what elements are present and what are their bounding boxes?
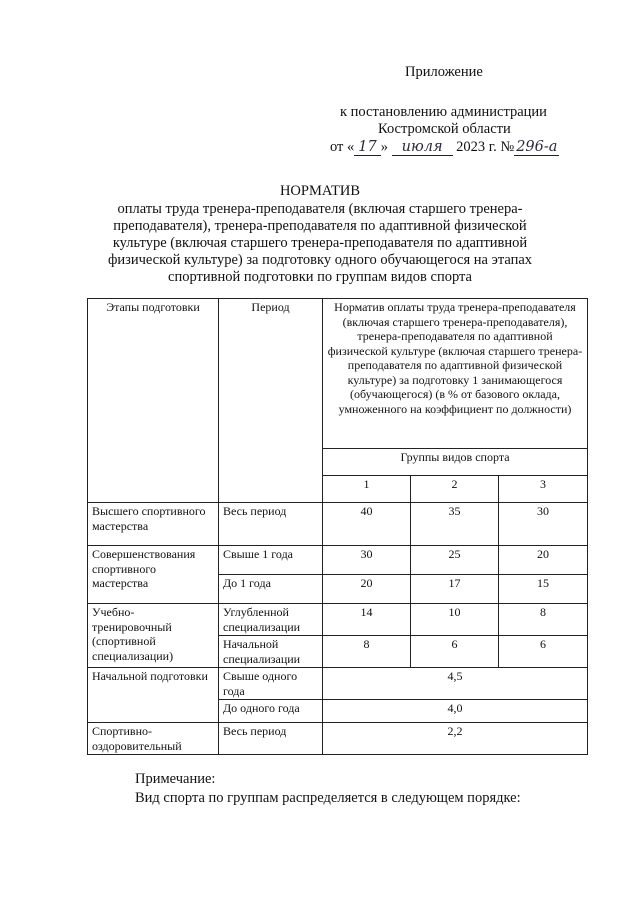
date-month-handwritten: июля bbox=[392, 139, 453, 156]
date-year: 2023 г. № bbox=[456, 139, 515, 155]
header-group-3: 3 bbox=[499, 476, 588, 503]
appendix-label: Приложение bbox=[405, 64, 483, 80]
period-cell: Весь период bbox=[219, 723, 323, 755]
value-cell-merged: 4,5 bbox=[323, 668, 588, 700]
norm-table bbox=[87, 298, 588, 755]
title-line-2: преподавателя), тренера-преподавателя по адаптивной физической bbox=[113, 218, 527, 234]
header-group-1: 1 bbox=[323, 476, 411, 503]
value-cell: 17 bbox=[411, 575, 499, 604]
table-row bbox=[88, 604, 588, 636]
stage-cell: Высшего спортивного мастерства bbox=[88, 503, 219, 546]
table-header-row bbox=[88, 299, 588, 449]
table-row bbox=[88, 668, 588, 700]
stage-cell: Учебно-тренировочный (спортивной специализации) bbox=[88, 604, 219, 668]
note-label: Примечание: bbox=[135, 771, 216, 787]
table-row bbox=[88, 546, 588, 575]
period-cell: Начальной специализации bbox=[219, 636, 323, 668]
stage-cell: Совершенствования спортивного мастерства bbox=[88, 546, 219, 604]
value-cell: 8 bbox=[499, 604, 588, 636]
title-line-4: физической культуре) за подготовку одного обучающегося на этапах bbox=[107, 252, 533, 268]
header-line-2: Костромской области bbox=[378, 121, 511, 137]
period-cell: До одного года bbox=[219, 700, 323, 723]
table-row bbox=[88, 503, 588, 546]
value-cell: 6 bbox=[499, 636, 588, 668]
value-cell: 8 bbox=[323, 636, 411, 668]
date-day-handwritten: 17 bbox=[354, 139, 380, 156]
table-row bbox=[88, 723, 588, 755]
value-cell-merged: 2,2 bbox=[323, 723, 588, 755]
value-cell: 10 bbox=[411, 604, 499, 636]
value-cell: 6 bbox=[411, 636, 499, 668]
date-prefix: от « bbox=[330, 139, 355, 155]
header-groups: Группы видов спорта bbox=[323, 449, 588, 476]
value-cell: 40 bbox=[323, 503, 411, 546]
stage-cell: Спортивно-оздоровительный bbox=[88, 723, 219, 755]
value-cell: 35 bbox=[411, 503, 499, 546]
doc-number-handwritten: 296-а bbox=[516, 139, 558, 155]
header-period: Период bbox=[219, 299, 323, 503]
period-cell: Углубленной специализации bbox=[219, 604, 323, 636]
value-cell: 30 bbox=[499, 503, 588, 546]
header-line-1: к постановлению администрации bbox=[340, 104, 547, 120]
header-stages: Этапы подготовки bbox=[88, 299, 219, 503]
value-cell: 15 bbox=[499, 575, 588, 604]
title-line-1: оплаты труда тренера-преподавателя (включая старшего тренера- bbox=[117, 201, 523, 217]
period-cell: До 1 года bbox=[219, 575, 323, 604]
value-cell: 25 bbox=[411, 546, 499, 575]
title-line-3: культуре (включая старшего тренера-преподавателя по адаптивной bbox=[112, 235, 528, 251]
note-text: Вид спорта по группам распределяется в следующем порядке: bbox=[135, 790, 521, 806]
value-cell: 14 bbox=[323, 604, 411, 636]
value-cell-merged: 4,0 bbox=[323, 700, 588, 723]
header-norm: Норматив оплаты труда тренера-преподавателя (включая старшего тренера-преподавателя), тренера-преподавателя по адаптивной физической культуре (включая старшего тренера-преподавателя по адаптивной физической культуре) за подготовку 1 занимающегося (обучающегося) (в % от базового оклада, умноженного на коэффициент по должности) bbox=[323, 299, 588, 449]
header-date-line bbox=[330, 138, 559, 156]
value-cell: 30 bbox=[323, 546, 411, 575]
title-heading: НОРМАТИВ bbox=[279, 183, 361, 199]
period-cell: Свыше одного года bbox=[219, 668, 323, 700]
period-cell: Свыше 1 года bbox=[219, 546, 323, 575]
value-cell: 20 bbox=[499, 546, 588, 575]
value-cell: 20 bbox=[323, 575, 411, 604]
stage-cell: Начальной подготовки bbox=[88, 668, 219, 723]
title-line-5: спортивной подготовки по группам видов спорта bbox=[168, 269, 472, 285]
header-group-2: 2 bbox=[411, 476, 499, 503]
period-cell: Весь период bbox=[219, 503, 323, 546]
date-mid: » bbox=[380, 139, 388, 155]
